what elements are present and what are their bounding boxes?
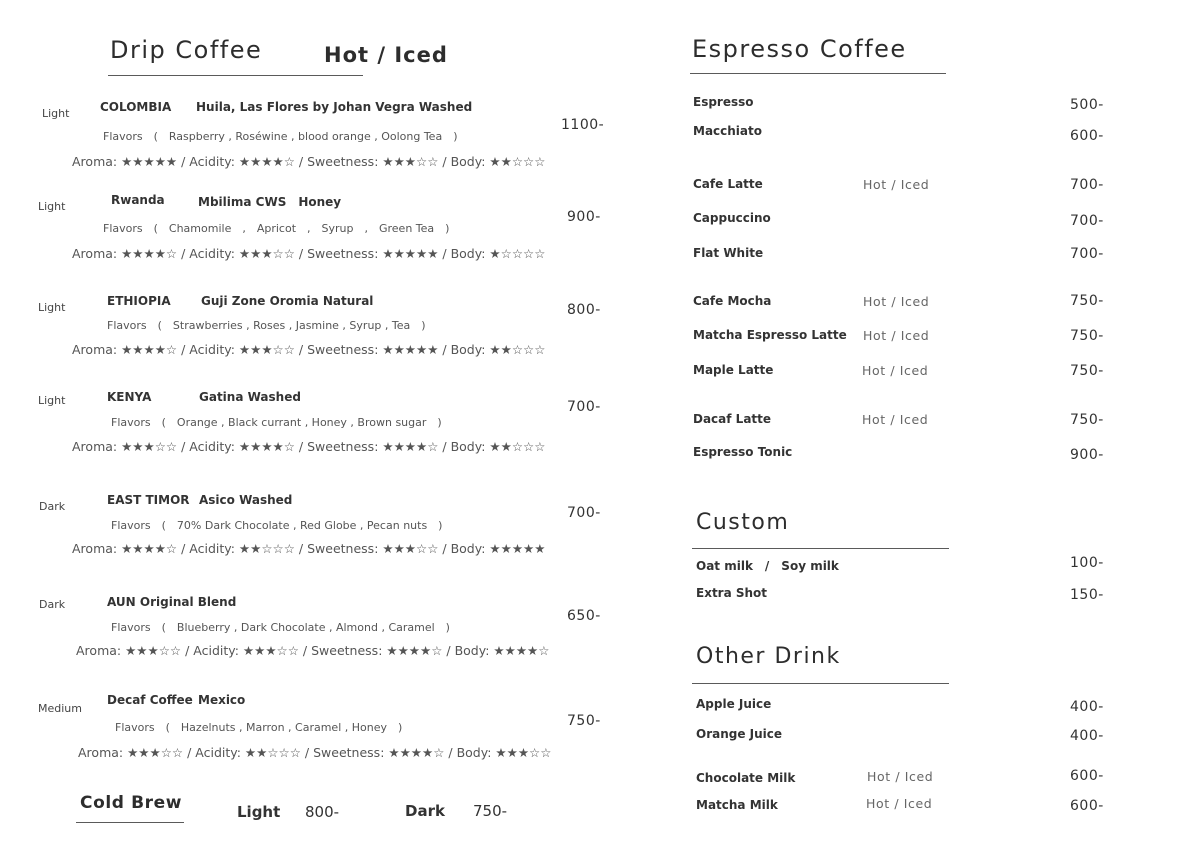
item-name: Extra Shot [696,586,768,600]
hot-iced-option: Hot / Iced [862,412,929,427]
price: 150- [1070,587,1104,603]
bean-name: KENYA [107,390,152,404]
price: 100- [1070,555,1104,571]
bean-name: AUN Original Blend [107,595,237,609]
price: 750- [1070,363,1104,379]
rating-line: Aroma: ★★★★☆ / Acidity: ★★★☆☆ / Sweetness: ★★★★★ / Body: ★★☆☆☆ [72,342,546,357]
item-name: Orange Juice [696,727,783,741]
bean-name: EAST TIMOR [107,493,190,507]
flavors-text: Flavors ( Chamomile , Apricot , Syrup , Green Tea ) [103,222,450,235]
price: 700- [567,505,601,521]
price: 500- [1070,97,1104,113]
hot-iced-option: Hot / Iced [862,363,929,378]
item-name: Matcha Milk [696,798,778,812]
espresso-title-rule [690,73,946,74]
item-name: Espresso Tonic [693,445,793,459]
roast-label: Light [42,107,70,120]
drip-coffee-title: Drip Coffee [110,36,263,64]
price: 750- [1070,328,1104,344]
bean-origin: Mbilima CWS Honey [198,195,342,209]
hot-iced-option: Hot / Iced [863,294,930,309]
item-name: Cafe Latte [693,177,763,191]
cold-brew-light-label: Light [237,803,281,821]
price: 750- [1070,293,1104,309]
roast-label: Light [38,394,66,407]
flavors-text: Flavors ( Orange , Black currant , Honey , Brown sugar ) [111,416,442,429]
price: 900- [567,209,601,225]
flavors-text: Flavors ( Blueberry , Dark Chocolate , Almond , Caramel ) [111,621,450,634]
item-name: Espresso [693,95,754,109]
item-name: Flat White [693,246,764,260]
price: 400- [1070,728,1104,744]
item-name: Chocolate Milk [696,771,796,785]
item-name: Cappuccino [693,211,771,225]
item-name: Dacaf Latte [693,412,772,426]
price: 700- [1070,177,1104,193]
rating-line: Aroma: ★★★★☆ / Acidity: ★★☆☆☆ / Sweetness: ★★★☆☆ / Body: ★★★★★ [72,541,546,556]
bean-name: ETHIOPIA [107,294,171,308]
item-name: Cafe Mocha [693,294,772,308]
custom-title: Custom [696,510,790,535]
espresso-coffee-title: Espresso Coffee [692,35,907,63]
flavors-text: Flavors ( Hazelnuts , Marron , Caramel , Honey ) [115,721,403,734]
price: 600- [1070,768,1104,784]
price: 700- [567,399,601,415]
price: 800- [567,302,601,318]
price: 700- [1070,213,1104,229]
roast-label: Dark [39,598,66,611]
hot-iced-option: Hot / Iced [863,328,930,343]
price: 700- [1070,246,1104,262]
bean-origin: Gatina Washed [199,390,301,404]
bean-name: Rwanda [111,193,165,207]
price: 600- [1070,798,1104,814]
bean-name: COLOMBIA [100,100,172,114]
item-name: Apple Juice [696,697,772,711]
item-name: Maple Latte [693,363,774,377]
other-drink-title: Other Drink [696,644,841,669]
hot-iced-option: Hot / Iced [867,769,934,784]
cold-brew-title: Cold Brew [80,793,183,813]
rating-line: Aroma: ★★★☆☆ / Acidity: ★★★☆☆ / Sweetness: ★★★★☆ / Body: ★★★★☆ [76,643,550,658]
cold-brew-rule [76,822,184,823]
bean-origin: Guji Zone Oromia Natural [201,294,374,308]
flavors-text: Flavors ( 70% Dark Chocolate , Red Globe , Pecan nuts ) [111,519,443,532]
roast-label: Light [38,301,66,314]
hot-iced-option: Hot / Iced [863,177,930,192]
flavors-text: Flavors ( Raspberry , Roséwine , blood orange , Oolong Tea ) [103,130,458,143]
custom-title-rule [692,548,949,549]
price: 750- [1070,412,1104,428]
price: 400- [1070,699,1104,715]
item-name: Macchiato [693,124,762,138]
item-name: Oat milk / Soy milk [696,559,839,573]
price: 650- [567,608,601,624]
cold-brew-dark-label: Dark [405,802,445,820]
rating-line: Aroma: ★★★★★ / Acidity: ★★★★☆ / Sweetness: ★★★☆☆ / Body: ★★☆☆☆ [72,154,546,169]
price: 1100- [561,117,605,133]
roast-label: Dark [39,500,66,513]
item-name: Matcha Espresso Latte [693,328,847,342]
price: 750- [567,713,601,729]
price: 900- [1070,447,1104,463]
flavors-text: Flavors ( Strawberries , Roses , Jasmine , Syrup , Tea ) [107,319,426,332]
cold-brew-light-price: 800- [305,803,340,821]
drip-title-rule [108,75,363,76]
bean-origin: Asico Washed [199,493,293,507]
bean-origin: Mexico [198,693,246,707]
roast-label: Medium [38,702,82,715]
bean-name: Decaf Coffee [107,693,193,707]
roast-label: Light [38,200,66,213]
hot-iced-option: Hot / Iced [866,796,933,811]
other-drink-title-rule [692,683,949,684]
rating-line: Aroma: ★★★★☆ / Acidity: ★★★☆☆ / Sweetness: ★★★★★ / Body: ★☆☆☆☆ [72,246,546,261]
rating-line: Aroma: ★★★☆☆ / Acidity: ★★☆☆☆ / Sweetness: ★★★★☆ / Body: ★★★☆☆ [78,745,552,760]
cold-brew-dark-price: 750- [473,802,508,820]
bean-origin: Huila, Las Flores by Johan Vegra Washed [196,100,473,114]
price: 600- [1070,128,1104,144]
drip-hot-iced-label: Hot / Iced [324,43,448,67]
rating-line: Aroma: ★★★☆☆ / Acidity: ★★★★☆ / Sweetness: ★★★★☆ / Body: ★★☆☆☆ [72,439,546,454]
